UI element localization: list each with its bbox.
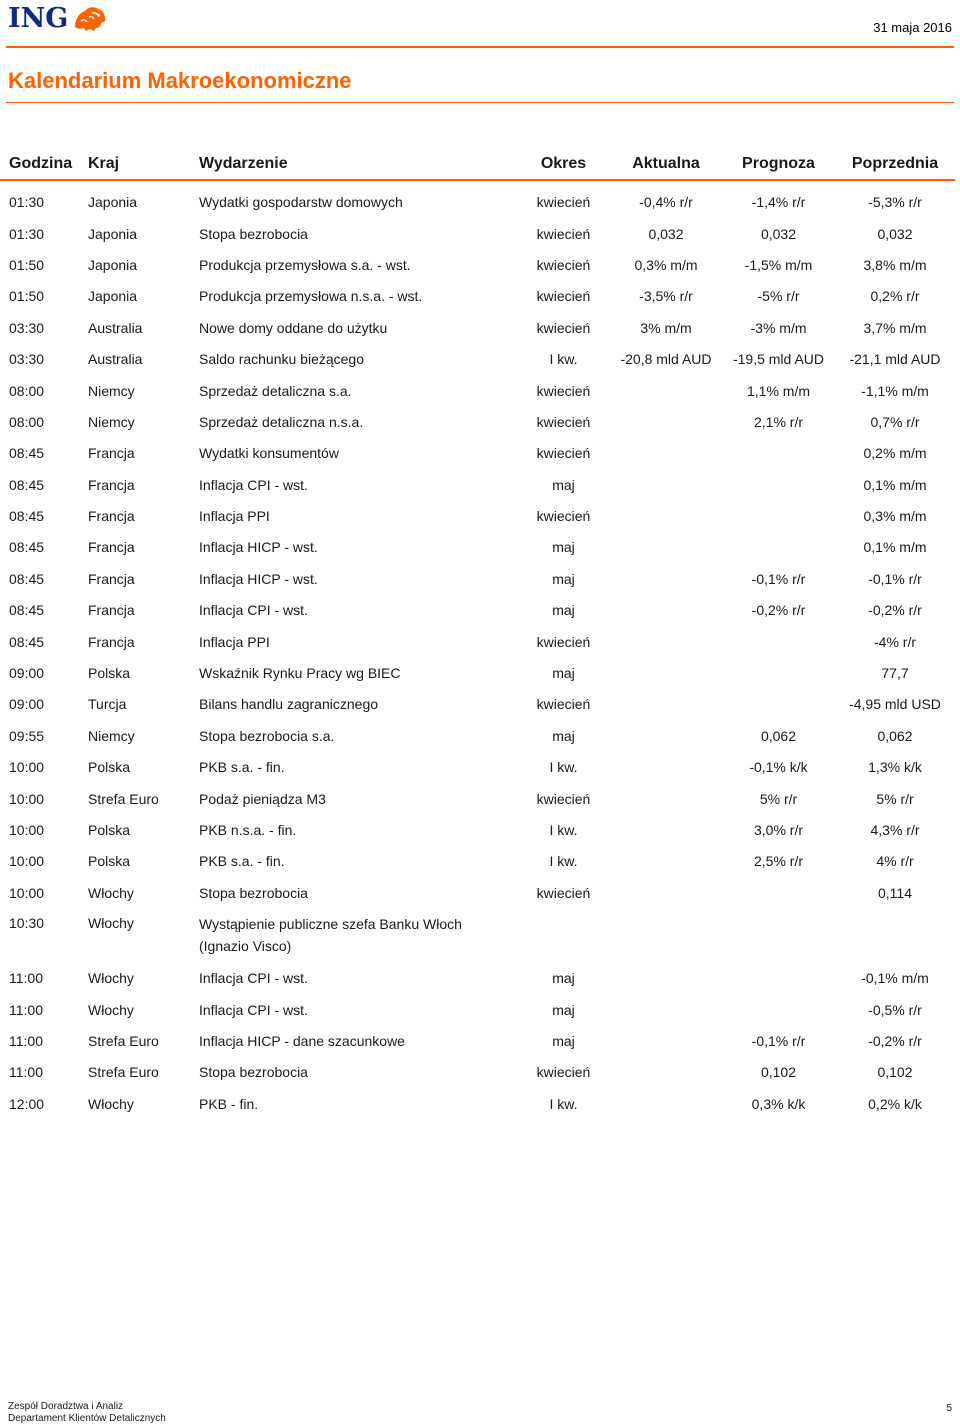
period-cell: kwiecień bbox=[536, 194, 591, 211]
country-cell: Niemcy bbox=[88, 382, 135, 399]
table-row bbox=[0, 908, 955, 962]
country-cell: Polska bbox=[88, 853, 131, 870]
period-cell: kwiecień bbox=[536, 256, 591, 273]
event-cell: Inflacja HICP - wst. bbox=[199, 570, 318, 587]
table-row bbox=[0, 993, 955, 1024]
logo-text: ING bbox=[8, 3, 69, 34]
event-cell: Inflacja HICP - dane szacunkowe bbox=[199, 1032, 405, 1049]
table-row bbox=[0, 374, 955, 405]
forecast-cell: 2,1% r/r bbox=[753, 413, 803, 430]
previous-cell: 0,7% r/r bbox=[870, 413, 920, 430]
period-cell: maj bbox=[552, 570, 575, 587]
previous-cell: -0,2% r/r bbox=[868, 602, 922, 619]
table-row bbox=[0, 688, 955, 719]
time-cell: 10:30 bbox=[9, 914, 45, 931]
event-cell: Inflacja HICP - wst. bbox=[199, 539, 318, 556]
actual-cell: 0,3% m/m bbox=[634, 256, 698, 273]
actual-cell bbox=[610, 437, 722, 468]
event-cell: PKB s.a. - fin. bbox=[199, 759, 285, 776]
col-header-event: Wydarzenie bbox=[199, 154, 288, 172]
actual-cell: -0,4% r/r bbox=[639, 194, 693, 211]
time-cell: 08:45 bbox=[9, 476, 45, 493]
country-cell: Strefa Euro bbox=[88, 1032, 159, 1049]
forecast-cell bbox=[722, 688, 835, 719]
country-cell: Francja bbox=[88, 539, 135, 556]
forecast-cell: -0,2% r/r bbox=[751, 602, 806, 619]
actual-cell bbox=[610, 814, 722, 845]
col-header-previous: Poprzednia bbox=[851, 154, 939, 172]
event-cell: Inflacja PPI bbox=[199, 633, 270, 650]
country-cell: Francja bbox=[88, 508, 135, 525]
actual-cell bbox=[610, 563, 722, 594]
table-row bbox=[0, 312, 955, 343]
event-cell: PKB n.s.a. - fin. bbox=[199, 822, 297, 838]
table-header-row bbox=[0, 148, 955, 180]
actual-cell: 0,032 bbox=[648, 225, 684, 242]
actual-cell bbox=[610, 531, 722, 562]
table-row bbox=[0, 217, 955, 248]
forecast-cell: -0,1% r/r bbox=[751, 570, 806, 587]
previous-cell: 1,3% k/k bbox=[868, 759, 922, 776]
col-header-actual: Aktualna bbox=[632, 154, 700, 172]
actual-cell bbox=[610, 500, 722, 531]
table-row bbox=[0, 531, 955, 562]
event-cell: Bilans handlu zagranicznego bbox=[199, 696, 379, 713]
actual-cell bbox=[610, 720, 722, 751]
table-row bbox=[0, 500, 955, 531]
forecast-cell bbox=[722, 908, 835, 962]
previous-cell: -4,95 mld USD bbox=[849, 696, 941, 713]
country-cell: Japonia bbox=[88, 288, 138, 305]
period-cell bbox=[517, 908, 610, 962]
country-cell: Francja bbox=[88, 476, 135, 493]
country-cell: Strefa Euro bbox=[88, 1064, 159, 1081]
forecast-cell: 2,5% r/r bbox=[753, 853, 803, 870]
forecast-cell: 5% r/r bbox=[759, 790, 798, 807]
previous-cell: -0,1% r/r bbox=[868, 570, 922, 587]
actual-cell bbox=[610, 1056, 722, 1087]
time-cell: 08:45 bbox=[9, 602, 45, 619]
country-cell: Polska bbox=[88, 822, 131, 838]
col-header-country: Kraj bbox=[88, 154, 120, 172]
previous-cell: 0,2% m/m bbox=[863, 445, 927, 462]
previous-cell: -5,3% r/r bbox=[868, 194, 922, 211]
period-cell: I kw. bbox=[549, 1095, 578, 1112]
forecast-cell: 0,3% k/k bbox=[751, 1095, 806, 1112]
period-cell: I kw. bbox=[549, 853, 578, 870]
time-cell: 12:00 bbox=[9, 1095, 45, 1112]
country-cell: Japonia bbox=[88, 194, 138, 211]
time-cell: 10:00 bbox=[9, 853, 45, 870]
title-divider bbox=[6, 102, 954, 103]
footer-team: Zespół Doradztwa i Analiz bbox=[8, 1401, 124, 1412]
period-cell: maj bbox=[552, 476, 575, 493]
previous-cell: 3,7% m/m bbox=[863, 319, 927, 336]
actual-cell bbox=[610, 688, 722, 719]
table-row bbox=[0, 1056, 955, 1087]
event-cell: Stopa bezrobocia bbox=[199, 884, 308, 901]
event-cell: Saldo rachunku bieżącego bbox=[199, 351, 365, 368]
event-cell: Inflacja PPI bbox=[199, 508, 270, 525]
forecast-cell: -1,5% m/m bbox=[744, 256, 813, 273]
country-cell: Włochy bbox=[88, 1001, 134, 1018]
time-cell: 08:00 bbox=[9, 413, 45, 430]
time-cell: 01:50 bbox=[9, 256, 45, 273]
period-cell: maj bbox=[552, 1032, 575, 1049]
time-cell: 01:30 bbox=[9, 225, 45, 242]
table-row bbox=[0, 625, 955, 656]
table-row bbox=[0, 343, 955, 374]
forecast-cell bbox=[722, 625, 835, 656]
event-cell: Inflacja CPI - wst. bbox=[199, 476, 308, 493]
header-divider bbox=[6, 46, 954, 48]
actual-cell bbox=[610, 657, 722, 688]
table-row bbox=[0, 563, 955, 594]
period-cell: maj bbox=[552, 539, 575, 556]
forecast-cell bbox=[722, 531, 835, 562]
time-cell: 01:30 bbox=[9, 194, 45, 211]
actual-cell bbox=[610, 625, 722, 656]
previous-cell: 0,032 bbox=[877, 225, 913, 242]
event-cell: Podaż pieniądza M3 bbox=[199, 790, 326, 807]
forecast-cell: -0,1% k/k bbox=[749, 759, 808, 776]
table-row bbox=[0, 594, 955, 625]
previous-cell: 3,8% m/m bbox=[863, 256, 927, 273]
period-cell: I kw. bbox=[549, 822, 578, 838]
country-cell: Australia bbox=[88, 351, 143, 368]
time-cell: 01:50 bbox=[9, 288, 45, 305]
forecast-cell bbox=[722, 437, 835, 468]
col-header-forecast: Prognoza bbox=[742, 154, 815, 172]
forecast-cell: 3,0% r/r bbox=[753, 822, 803, 838]
actual-cell bbox=[610, 406, 722, 437]
time-cell: 03:30 bbox=[9, 351, 45, 368]
col-header-period: Okres bbox=[540, 154, 587, 172]
country-cell: Francja bbox=[88, 570, 135, 587]
event-cell: Sprzedaż detaliczna n.s.a. bbox=[199, 413, 364, 430]
table-row bbox=[0, 751, 955, 782]
period-cell: kwiecień bbox=[536, 696, 591, 713]
time-cell: 09:00 bbox=[9, 665, 45, 682]
actual-cell bbox=[610, 374, 722, 405]
period-cell: kwiecień bbox=[536, 288, 591, 305]
forecast-cell bbox=[722, 993, 835, 1024]
forecast-cell: 0,062 bbox=[760, 727, 797, 744]
footer-department: Departament Klientów Detalicznych bbox=[8, 1413, 166, 1424]
event-cell: Wydatki konsumentów bbox=[199, 445, 339, 462]
time-cell: 11:00 bbox=[9, 970, 43, 987]
period-cell: kwiecień bbox=[536, 445, 591, 462]
event-cell: Wystąpienie publiczne szefa Banku Włoch (Ignazio Visco) bbox=[199, 915, 462, 954]
country-cell: Niemcy bbox=[88, 727, 135, 744]
time-cell: 11:00 bbox=[9, 1001, 43, 1018]
time-cell: 08:00 bbox=[9, 382, 45, 399]
table-row bbox=[0, 186, 955, 217]
table-row bbox=[0, 437, 955, 468]
event-cell: Inflacja CPI - wst. bbox=[199, 602, 308, 619]
time-cell: 09:55 bbox=[9, 727, 45, 744]
forecast-cell: -1,4% r/r bbox=[751, 194, 806, 211]
time-cell: 10:00 bbox=[9, 759, 45, 776]
previous-cell bbox=[835, 908, 955, 962]
actual-cell bbox=[610, 751, 722, 782]
period-cell: I kw. bbox=[549, 759, 578, 776]
time-cell: 08:45 bbox=[9, 508, 45, 525]
period-cell: maj bbox=[552, 727, 575, 744]
country-cell: Włochy bbox=[88, 970, 134, 987]
period-cell: maj bbox=[552, 970, 575, 987]
previous-cell: -0,1% m/m bbox=[861, 970, 929, 987]
country-cell: Francja bbox=[88, 445, 135, 462]
report-date: 31 maja 2016 bbox=[873, 20, 952, 35]
time-cell: 09:00 bbox=[9, 696, 45, 713]
table-row bbox=[0, 249, 955, 280]
country-cell: Włochy bbox=[88, 884, 134, 901]
previous-cell: -1,1% m/m bbox=[861, 382, 929, 399]
table-row bbox=[0, 877, 955, 908]
forecast-cell bbox=[722, 877, 835, 908]
table-body bbox=[0, 180, 955, 1119]
footer bbox=[8, 1401, 166, 1425]
event-cell: Stopa bezrobocia bbox=[199, 225, 308, 242]
table-row bbox=[0, 1088, 955, 1119]
actual-cell: 3% m/m bbox=[640, 319, 692, 336]
forecast-cell: 0,032 bbox=[760, 225, 797, 242]
previous-cell: 77,7 bbox=[881, 665, 909, 682]
actual-cell bbox=[610, 962, 722, 993]
col-header-time: Godzina bbox=[9, 154, 73, 172]
actual-cell bbox=[610, 993, 722, 1024]
previous-cell: 4,3% r/r bbox=[870, 822, 920, 838]
table-row bbox=[0, 469, 955, 500]
period-cell: kwiecień bbox=[536, 884, 591, 901]
previous-cell: 0,2% k/k bbox=[868, 1095, 922, 1112]
event-cell: Stopa bezrobocia s.a. bbox=[199, 727, 335, 744]
event-cell: Wskaźnik Rynku Pracy wg BIEC bbox=[199, 665, 401, 682]
period-cell: maj bbox=[552, 665, 575, 682]
period-cell: kwiecień bbox=[536, 382, 591, 399]
previous-cell: 0,1% m/m bbox=[863, 539, 927, 556]
event-cell: Inflacja CPI - wst. bbox=[199, 1001, 308, 1018]
forecast-cell bbox=[722, 657, 835, 688]
forecast-cell: -19,5 mld AUD bbox=[732, 351, 825, 368]
table-row bbox=[0, 657, 955, 688]
table-row bbox=[0, 845, 955, 876]
period-cell: kwiecień bbox=[536, 225, 591, 242]
event-cell: Produkcja przemysłowa n.s.a. - wst. bbox=[199, 288, 423, 305]
actual-cell bbox=[610, 782, 722, 813]
period-cell: maj bbox=[552, 1001, 575, 1018]
previous-cell: -0,2% r/r bbox=[868, 1032, 922, 1049]
event-cell: PKB - fin. bbox=[199, 1095, 259, 1112]
event-cell: Sprzedaż detaliczna s.a. bbox=[199, 382, 352, 399]
table-row bbox=[0, 720, 955, 751]
event-cell: Nowe domy oddane do użytku bbox=[199, 319, 388, 336]
previous-cell: -21,1 mld AUD bbox=[849, 351, 941, 368]
time-cell: 10:00 bbox=[9, 884, 45, 901]
forecast-cell: -5% r/r bbox=[757, 288, 800, 305]
table-row bbox=[0, 1025, 955, 1056]
page-title: Kalendarium Makroekonomiczne bbox=[8, 68, 352, 93]
previous-cell: 4% r/r bbox=[876, 853, 914, 870]
time-cell: 08:45 bbox=[9, 633, 45, 650]
actual-cell bbox=[610, 469, 722, 500]
actual-cell bbox=[610, 845, 722, 876]
country-cell: Japonia bbox=[88, 225, 138, 242]
lion-icon bbox=[72, 5, 108, 38]
table-row bbox=[0, 814, 955, 845]
actual-cell bbox=[610, 1025, 722, 1056]
forecast-cell bbox=[722, 962, 835, 993]
page-header bbox=[0, 0, 960, 50]
country-cell: Polska bbox=[88, 665, 131, 682]
actual-cell: -20,8 mld AUD bbox=[620, 351, 712, 368]
forecast-cell: 0,102 bbox=[760, 1064, 797, 1081]
period-cell: kwiecień bbox=[536, 1064, 591, 1081]
previous-cell: 0,2% r/r bbox=[870, 288, 920, 305]
table-row bbox=[0, 280, 955, 311]
actual-cell: -3,5% r/r bbox=[639, 288, 693, 305]
previous-cell: -4% r/r bbox=[874, 633, 916, 650]
actual-cell bbox=[610, 1088, 722, 1119]
time-cell: 08:45 bbox=[9, 539, 45, 556]
period-cell: kwiecień bbox=[536, 319, 591, 336]
time-cell: 08:45 bbox=[9, 570, 45, 587]
country-cell: Niemcy bbox=[88, 413, 135, 430]
actual-cell bbox=[610, 908, 722, 962]
ing-logo bbox=[8, 4, 108, 38]
country-cell: Australia bbox=[88, 319, 143, 336]
previous-cell: 0,102 bbox=[877, 1064, 913, 1081]
table-row bbox=[0, 406, 955, 437]
previous-cell: 0,3% m/m bbox=[863, 508, 927, 525]
previous-cell: 0,114 bbox=[878, 884, 912, 901]
country-cell: Francja bbox=[88, 633, 135, 650]
previous-cell: 0,062 bbox=[877, 727, 913, 744]
time-cell: 03:30 bbox=[9, 319, 45, 336]
previous-cell: -0,5% r/r bbox=[868, 1001, 922, 1018]
time-cell: 11:00 bbox=[9, 1064, 43, 1081]
page-number: 5 bbox=[946, 1403, 952, 1414]
actual-cell bbox=[610, 877, 722, 908]
previous-cell: 0,1% m/m bbox=[863, 476, 927, 493]
previous-cell: 5% r/r bbox=[876, 790, 914, 807]
country-cell: Francja bbox=[88, 602, 135, 619]
country-cell: Japonia bbox=[88, 256, 138, 273]
country-cell: Strefa Euro bbox=[88, 790, 159, 807]
event-cell: PKB s.a. - fin. bbox=[199, 853, 285, 870]
forecast-cell: -0,1% r/r bbox=[751, 1032, 806, 1049]
forecast-cell: -3% m/m bbox=[750, 319, 807, 336]
period-cell: maj bbox=[552, 602, 575, 619]
period-cell: kwiecień bbox=[536, 413, 591, 430]
table-row bbox=[0, 782, 955, 813]
time-cell: 08:45 bbox=[9, 445, 45, 462]
period-cell: I kw. bbox=[549, 351, 578, 368]
country-cell: Włochy bbox=[88, 914, 134, 931]
event-cell: Inflacja CPI - wst. bbox=[199, 970, 308, 987]
time-cell: 11:00 bbox=[9, 1032, 43, 1049]
event-cell: Produkcja przemysłowa s.a. - wst. bbox=[199, 256, 411, 273]
country-cell: Włochy bbox=[88, 1095, 134, 1112]
forecast-cell: 1,1% m/m bbox=[746, 382, 810, 399]
table-row bbox=[0, 962, 955, 993]
forecast-cell bbox=[722, 500, 835, 531]
period-cell: kwiecień bbox=[536, 790, 591, 807]
actual-cell bbox=[610, 594, 722, 625]
country-cell: Polska bbox=[88, 759, 131, 776]
forecast-cell bbox=[722, 469, 835, 500]
time-cell: 10:00 bbox=[9, 790, 45, 807]
country-cell: Turcja bbox=[88, 696, 127, 713]
event-cell: Wydatki gospodarstw domowych bbox=[199, 194, 403, 211]
macro-calendar-table bbox=[0, 148, 955, 1119]
period-cell: kwiecień bbox=[536, 633, 591, 650]
time-cell: 10:00 bbox=[9, 822, 45, 838]
period-cell: kwiecień bbox=[536, 508, 591, 525]
event-cell: Stopa bezrobocia bbox=[199, 1064, 308, 1081]
